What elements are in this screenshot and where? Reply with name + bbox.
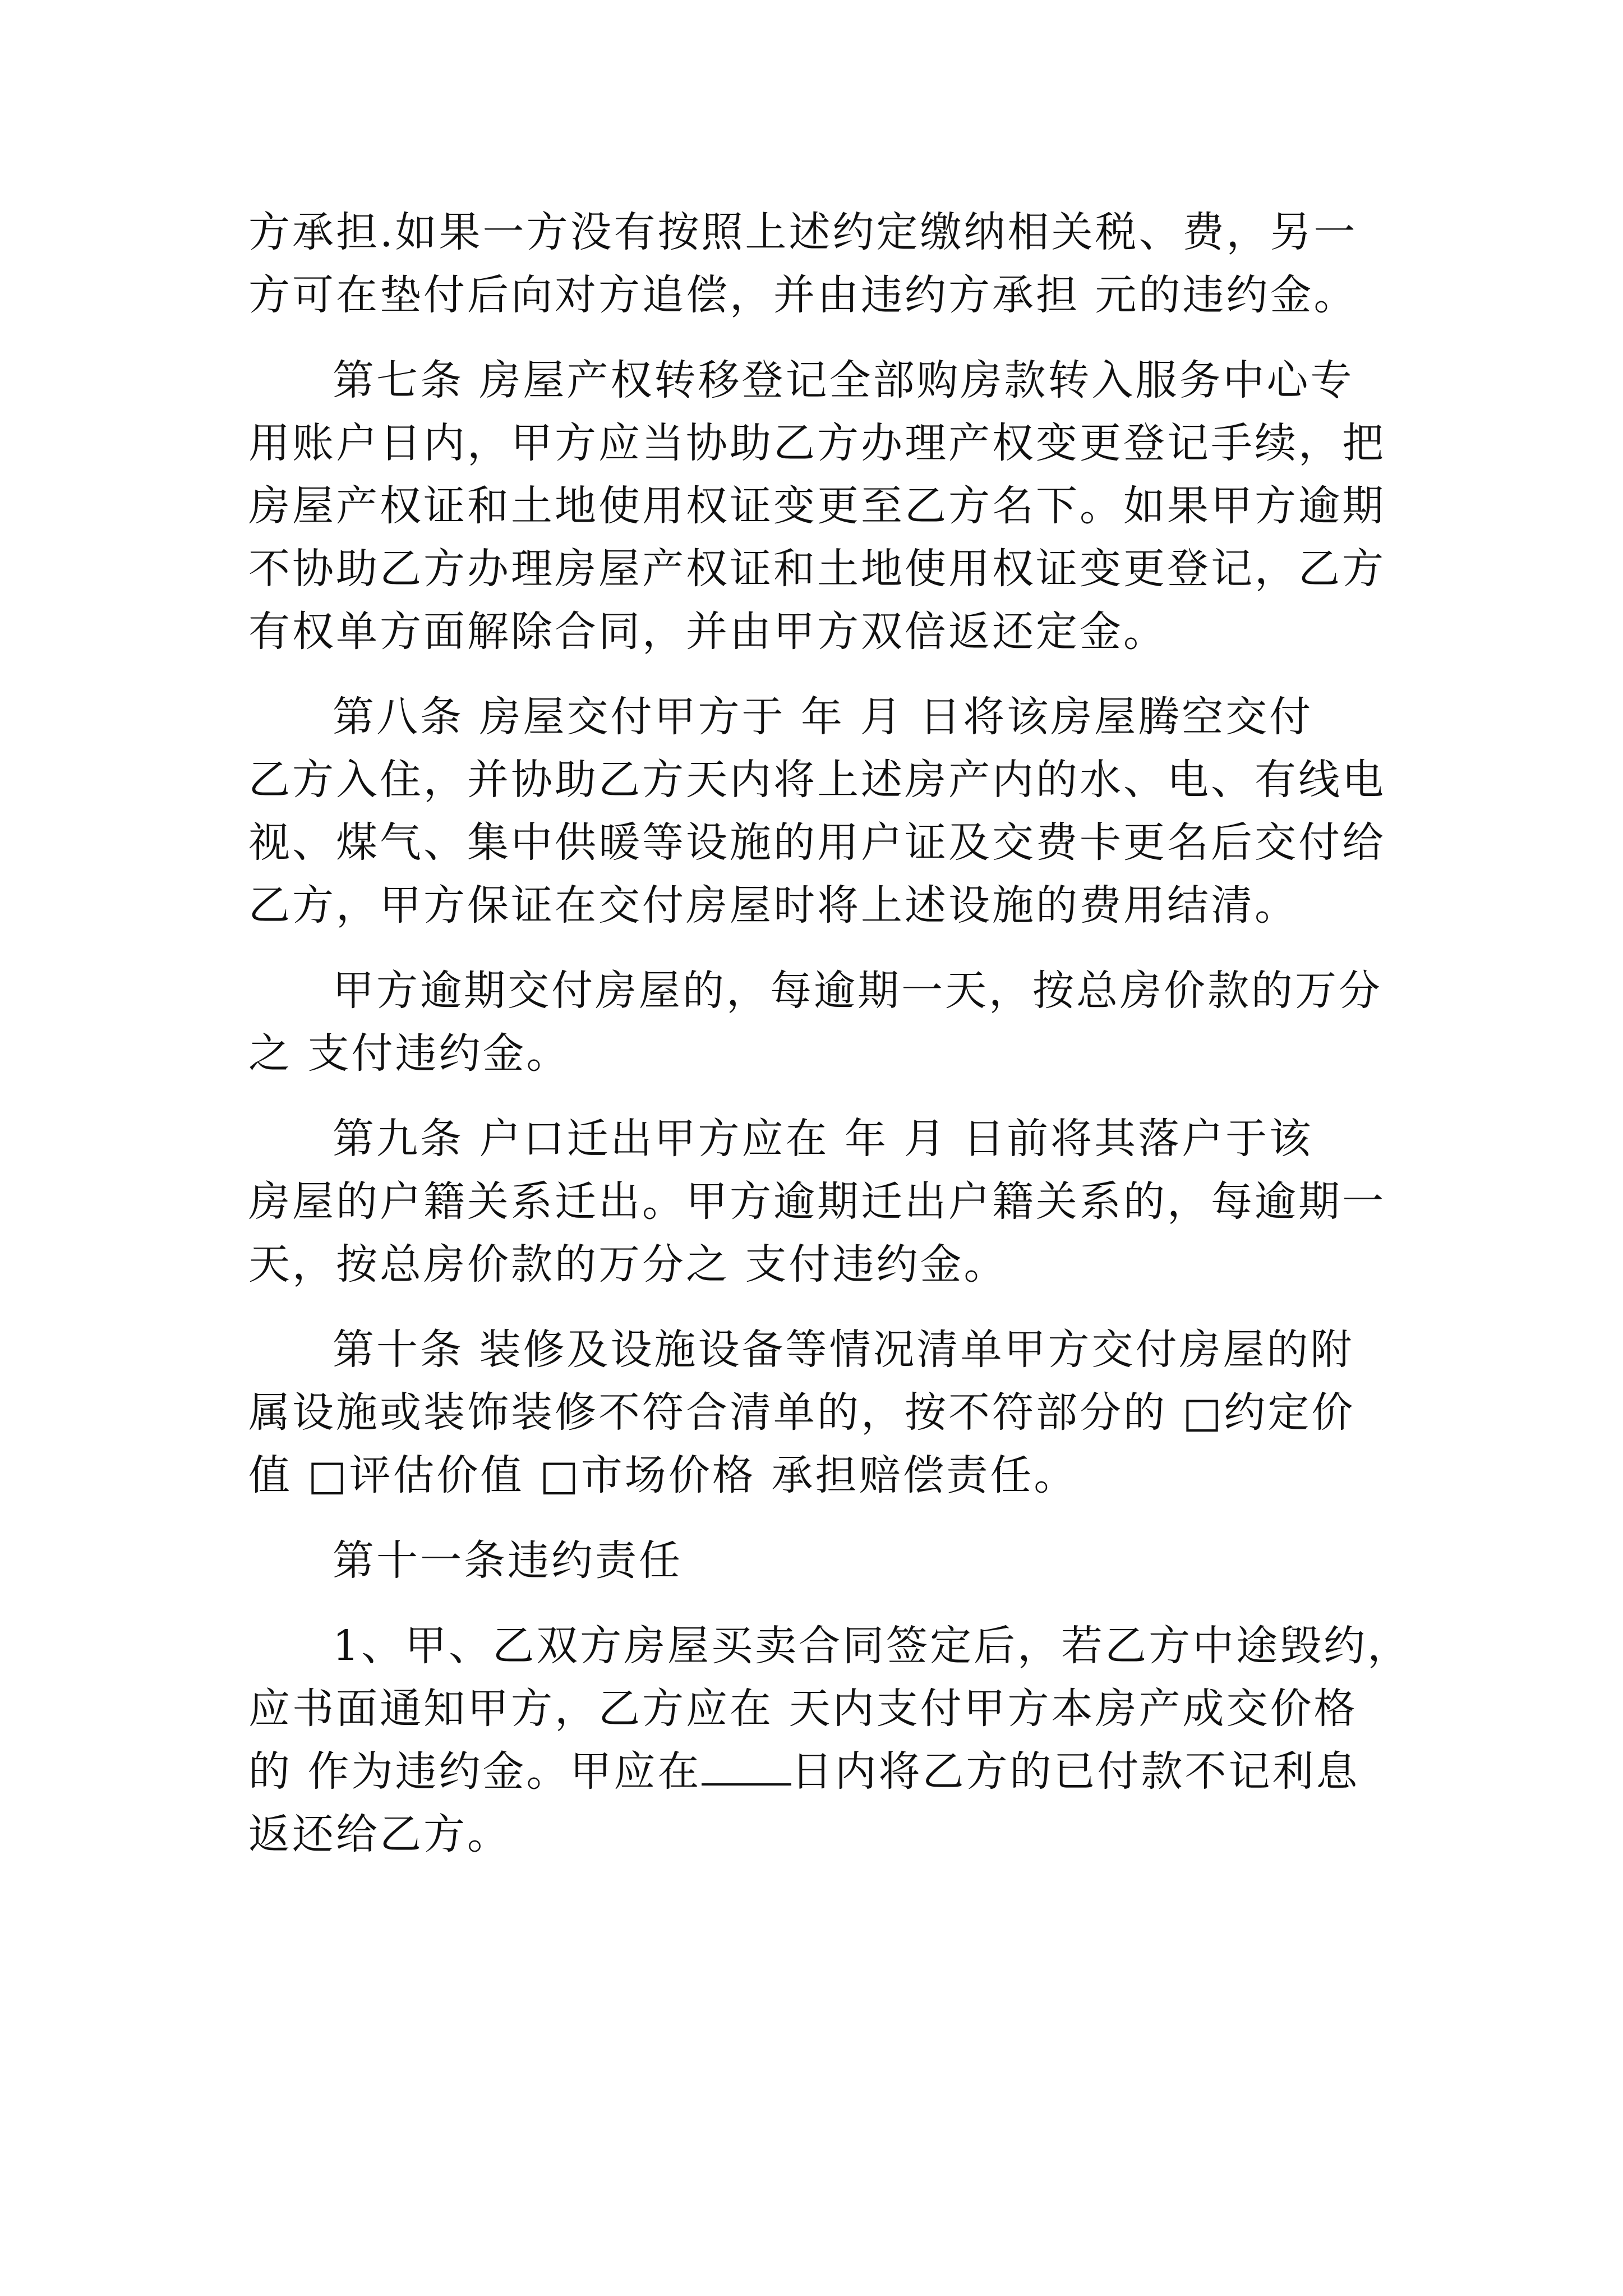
text-line: 应书面通知甲方，乙方应在 天内支付甲方本房产成交价格 <box>248 1685 1358 1733</box>
text-line: 有权单方面解除合同，并由甲方双倍返还定金。 <box>248 608 1167 656</box>
text-line: 方承担.如果一方没有按照上述约定缴纳相关税、费，另一 <box>248 208 1358 256</box>
text-segment: 的 作为违约金。甲应在 <box>248 1747 702 1796</box>
text-line: 方可在垫付后向对方追偿，并由违约方承担 元的违约金。 <box>248 271 1358 319</box>
paragraph-gap <box>248 1507 1379 1529</box>
article-7-heading-line: 第七条 房屋产权转移登记全部购房款转入服务中心专 <box>333 356 1354 404</box>
article-11-heading: 第十一条违约责任 <box>333 1536 683 1585</box>
text-segment: 日内将乙方的已付款不记利息 <box>791 1747 1360 1796</box>
text-line: 天，按总房价款的万分之 支付违约金。 <box>248 1240 1008 1289</box>
fill-in-blank <box>702 1744 791 1786</box>
clause-1-line: 1、甲、乙双方房屋买卖合同签定后，若乙方中途毁约， <box>333 1622 1412 1670</box>
paragraph-gap <box>248 663 1379 685</box>
text-line: 视、煤气、集中供暖等设施的用户证及交费卡更名后交付给 <box>248 818 1386 867</box>
contract-page <box>248 201 1412 1866</box>
text-line: 乙方入住，并协助乙方天内将上述房产内的水、电、有线电 <box>248 756 1386 804</box>
text-line: 之 支付违约金。 <box>248 1029 570 1078</box>
text-line: 房屋产权证和土地使用权证变更至乙方名下。如果甲方逾期 <box>248 482 1386 530</box>
text-line: 值 □评估价值 □市场价格 承担赔偿责任。 <box>248 1451 1078 1499</box>
text-line-with-blank <box>248 1740 1379 1803</box>
paragraph-gap <box>248 1592 1379 1614</box>
paragraph-gap <box>248 1296 1379 1318</box>
penalty-paragraph-line: 甲方逾期交付房屋的，每逾期一天，按总房价款的万分 <box>333 967 1382 1015</box>
text-line: 用账户日内，甲方应当协助乙方办理产权变更登记手续，把 <box>248 419 1386 467</box>
text-line: 返还给乙方。 <box>248 1810 511 1858</box>
text-line: 房屋的户籍关系迁出。甲方逾期迁出户籍关系的，每逾期一 <box>248 1177 1386 1226</box>
paragraph-gap <box>248 937 1379 959</box>
text-line: 属设施或装饰装修不符合清单的，按不符部分的 □约定价 <box>248 1388 1355 1437</box>
paragraph-gap <box>248 326 1379 349</box>
text-line: 不协助乙方办理房屋产权证和土地使用权证变更登记，乙方 <box>248 545 1386 593</box>
paragraph-gap <box>248 1085 1379 1107</box>
article-10-heading-line: 第十条 装修及设施设备等情况清单甲方交付房屋的附 <box>333 1326 1354 1374</box>
article-8-heading-line: 第八条 房屋交付甲方于 年 月 日将该房屋腾空交付 <box>333 693 1313 741</box>
text-line: 乙方，甲方保证在交付房屋时将上述设施的费用结清。 <box>248 881 1298 930</box>
article-9-heading-line: 第九条 户口迁出甲方应在 年 月 日前将其落户于该 <box>333 1115 1313 1163</box>
